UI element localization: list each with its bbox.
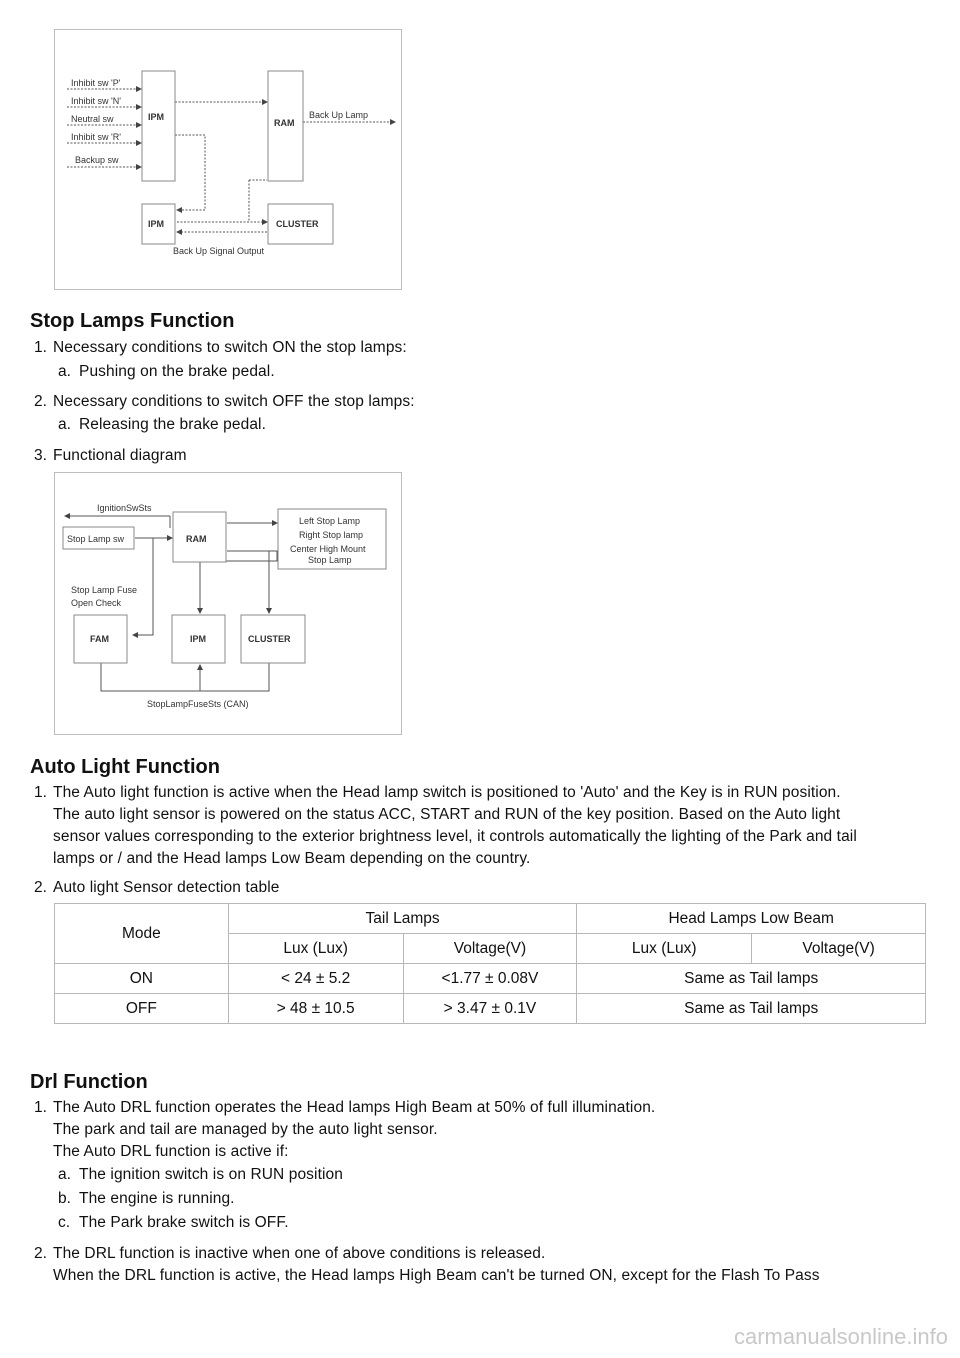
auto-light-item-1-line: The auto light sensor is powered on the status ACC, START and RUN of the key position. Based on the Auto light [53,806,841,823]
stop-lamp-sw-label: Stop Lamp sw [67,534,125,544]
drl-item-1a: The ignition switch is on RUN position [79,1166,343,1183]
stop-lamps-item-1a: Pushing on the brake pedal. [79,363,275,380]
drl-item-1c: The Park brake switch is OFF. [79,1214,289,1231]
table-subheader: Lux (Lux) [228,934,403,964]
table-subheader: Lux (Lux) [577,934,752,964]
backup-lamp-label: Back Up Lamp [309,110,369,120]
table-header-tail: Tail Lamps [228,904,577,934]
list-letter: a. [58,1166,71,1183]
list-number: 2. [34,1245,47,1262]
auto-light-item-1-line: sensor values corresponding to the exterior brightness level, it controls automatically the lighting of the Park and tail [53,828,857,845]
list-number: 1. [34,339,47,356]
cluster-label: CLUSTER [248,634,291,644]
list-letter: a. [58,363,71,380]
auto-light-item-1-line: The Auto light function is active when the Head lamp switch is positioned to 'Auto' and the Key is in RUN position. [53,784,841,801]
fuse-check-label: Stop Lamp Fuse [71,585,138,595]
list-number: 3. [34,447,47,464]
auto-light-item-2: Auto light Sensor detection table [53,879,280,896]
table-cell: ON [55,964,229,994]
stop-lamps-item-2a: Releasing the brake pedal. [79,416,267,433]
auto-light-heading: Auto Light Function [30,756,220,778]
signal-label: Back Up Signal Output [173,246,265,256]
drl-item-1-line: The park and tail are managed by the auto light sensor. [53,1121,438,1138]
table-subheader: Voltage(V) [752,934,926,964]
table-cell: Same as Tail lamps [577,994,926,1024]
table-row [55,994,926,1024]
ipm-top-label: IPM [148,112,165,122]
watermark: carmanualsonline.info [733,1324,948,1349]
drl-item-2-line: When the DRL function is active, the Head lamps High Beam can't be turned ON, except for the Flash To Pass [53,1267,820,1284]
stop-lamps-item-3: Functional diagram [53,447,187,464]
ram-label: RAM [186,534,207,544]
cluster-label: CLUSTER [276,219,319,229]
drl-heading: Drl Function [30,1071,148,1093]
table-cell: OFF [55,994,229,1024]
fuse-check-label: Open Check [71,598,122,608]
list-number: 2. [34,393,47,410]
table-header-head: Head Lamps Low Beam [577,904,926,934]
sensor-detection-table [54,903,926,1024]
stop-lamps-heading: Stop Lamps Function [30,310,235,332]
input-label: Inhibit sw 'N' [71,96,121,106]
ipm-bottom-label: IPM [148,219,165,229]
ipm-label: IPM [190,634,207,644]
drl-item-1b: The engine is running. [79,1190,235,1207]
stop-lamp-diagram [54,472,402,735]
lamp-label: Center High Mount [290,544,366,554]
backup-lamp-diagram [54,29,402,290]
stop-lamps-item-1: Necessary conditions to switch ON the stop lamps: [53,339,407,356]
lamp-label: Stop Lamp [308,555,352,565]
lamp-label: Right Stop lamp [299,530,364,540]
can-label: StopLampFuseSts (CAN) [147,699,249,709]
input-label: Backup sw [75,155,119,165]
fam-label: FAM [90,634,109,644]
list-letter: b. [58,1190,71,1207]
lamp-label: Left Stop Lamp [299,516,361,526]
table-cell: <1.77 ± 0.08V [403,964,577,994]
table-cell: < 24 ± 5.2 [228,964,403,994]
list-letter: c. [58,1214,71,1231]
list-number: 1. [34,784,47,801]
ignition-label: IgnitionSwSts [97,503,152,513]
stop-lamps-item-2: Necessary conditions to switch OFF the stop lamps: [53,393,415,410]
table-cell: > 48 ± 10.5 [228,994,403,1024]
input-label: Inhibit sw 'P' [71,78,121,88]
table-header-mode: Mode [55,904,229,964]
table-cell: Same as Tail lamps [577,964,926,994]
table-cell: > 3.47 ± 0.1V [403,994,577,1024]
auto-light-item-1-line: lamps or / and the Head lamps Low Beam depending on the country. [53,850,531,867]
drl-item-1-line: The Auto DRL function is active if: [53,1143,289,1160]
ram-label: RAM [274,118,295,128]
table-row [55,964,926,994]
input-label: Inhibit sw 'R' [71,132,121,142]
table-subheader: Voltage(V) [403,934,577,964]
list-number: 2. [34,879,47,896]
list-letter: a. [58,416,71,433]
drl-item-1-line: The Auto DRL function operates the Head lamps High Beam at 50% of full illumination. [53,1099,656,1116]
drl-item-2-line: The DRL function is inactive when one of above conditions is released. [53,1245,546,1262]
list-number: 1. [34,1099,47,1116]
input-label: Neutral sw [71,114,114,124]
